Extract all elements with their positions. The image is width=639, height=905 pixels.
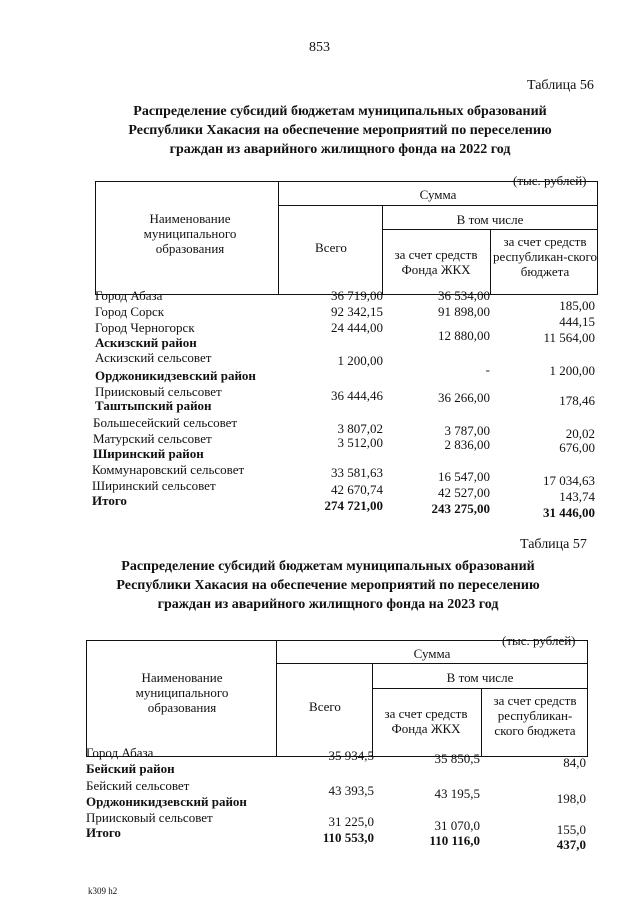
table-56-col-name: Наименование муниципального образования [143,211,237,256]
table-57-col-name: Наименование муниципального образования [135,670,229,715]
table-56-col-total: Всего [315,240,347,255]
table-57-col-including: В том числе [446,670,514,685]
table-57-col-sum: Сумма [413,646,451,661]
table-56-col-fund: за счет средств Фонда ЖКХ [394,247,478,277]
footer-code: k309 h2 [88,886,118,896]
table-57-col-fund: за счет средств Фонда ЖКХ [384,706,468,736]
table-56-label: Таблица 56 [527,78,594,93]
table-57-title: Распределение субсидий бюджетам муниципальных образований Республики Хакасия на обеспечение мероприятий по переселению граждан из аварийного жилищного фонда на 2023 год [116,559,540,612]
table-56-title: Распределение субсидий бюджетам муниципальных образований Республики Хакасия на обеспечение мероприятий по переселению граждан из аварийного жилищного фонда на 2022 год [128,104,552,157]
page-number: 853 [309,40,330,55]
table-57-label: Таблица 57 [520,537,587,552]
table-56-col-including: В том числе [456,212,524,227]
table-57-col-total: Всего [309,699,341,714]
table-56-col-republic: за счет средств республикан-ского бюджета [493,234,597,279]
table-56-col-sum: Сумма [419,187,457,202]
table-57-units: (тыс. рублей) [502,633,576,648]
table-57-col-republic: за счет средств республикан-ского бюджета [493,693,577,738]
table-56-units: (тыс. рублей) [513,173,587,188]
